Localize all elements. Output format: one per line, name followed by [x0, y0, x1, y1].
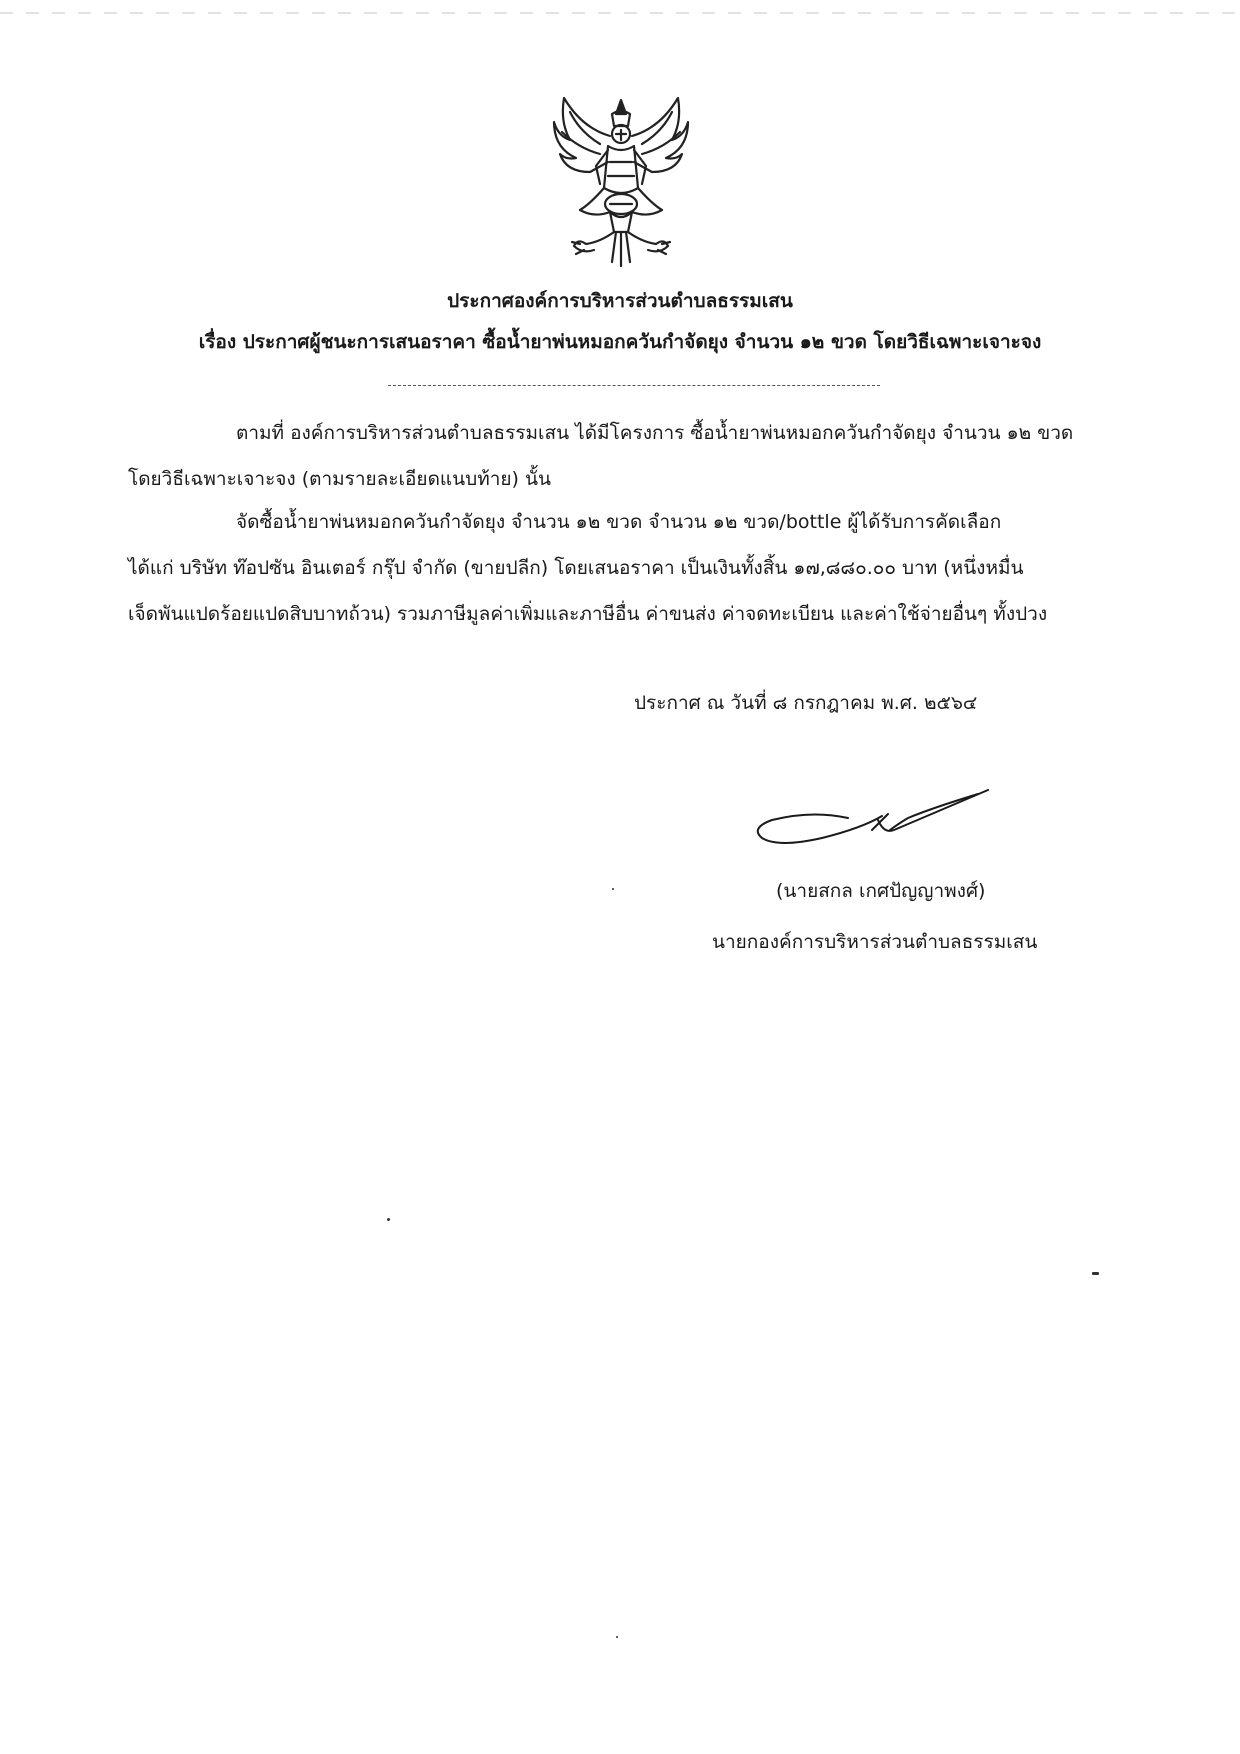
signer-name: (นายสกล เกศปัญญาพงศ์) [776, 880, 986, 902]
handwritten-signature [752, 780, 992, 860]
paragraph-2-line-1: จัดซื้อน้ำยาพ่นหมอกควันกำจัดยุง จำนวน ๑๒ ขวด จำนวน ๑๒ ขวด/bottle ผู้ได้รับการคัดเลือก [236, 511, 1002, 533]
scan-speck [1092, 1272, 1099, 1275]
paragraph-1-line-2: โดยวิธีเฉพาะเจาะจง (ตามรายละเอียดแนบท้าย) นั้น [128, 468, 551, 490]
document-subject: เรื่อง ประกาศผู้ชนะการเสนอราคา ซื้อน้ำยาพ่นหมอกควันกำจัดยุง จำนวน ๑๒ ขวด โดยวิธีเฉพาะเจาะจง [198, 331, 1042, 353]
announcement-date: ประกาศ ณ วันที่ ๘ กรกฎาคม พ.ศ. ๒๕๖๔ [634, 692, 978, 714]
paragraph-2-line-2: ได้แก่ บริษัท ท๊อปซัน อินเตอร์ กรุ๊ป จำกัด (ขายปลีก) โดยเสนอราคา เป็นเงินทั้งสิ้น ๑๗,๘๘๐.๐๐ บาท (หนึ่งหมื่น [128, 557, 1024, 579]
scan-speck [387, 1218, 390, 1221]
paragraph-1-line-1: ตามที่ องค์การบริหารส่วนตำบลธรรมเสน ได้มีโครงการ ซื้อน้ำยาพ่นหมอกควันกำจัดยุง จำนวน ๑๒ ขวด [236, 422, 1074, 444]
scan-speck [612, 888, 614, 890]
organization-title: ประกาศองค์การบริหารส่วนตำบลธรรมเสน [447, 290, 793, 312]
dashed-divider [388, 385, 880, 386]
signer-title: นายกองค์การบริหารส่วนตำบลธรรมเสน [712, 931, 1038, 953]
scan-speck [616, 1636, 618, 1638]
scan-edge-marks [0, 12, 1240, 14]
paragraph-2-line-3: เจ็ดพันแปดร้อยแปดสิบบาทถ้วน) รวมภาษีมูลค่าเพิ่มและภาษีอื่น ค่าขนส่ง ค่าจดทะเบียน และค่าใช้จ่ายอื่นๆ ทั้งปวง [128, 603, 1048, 625]
garuda-emblem-icon [550, 92, 692, 270]
